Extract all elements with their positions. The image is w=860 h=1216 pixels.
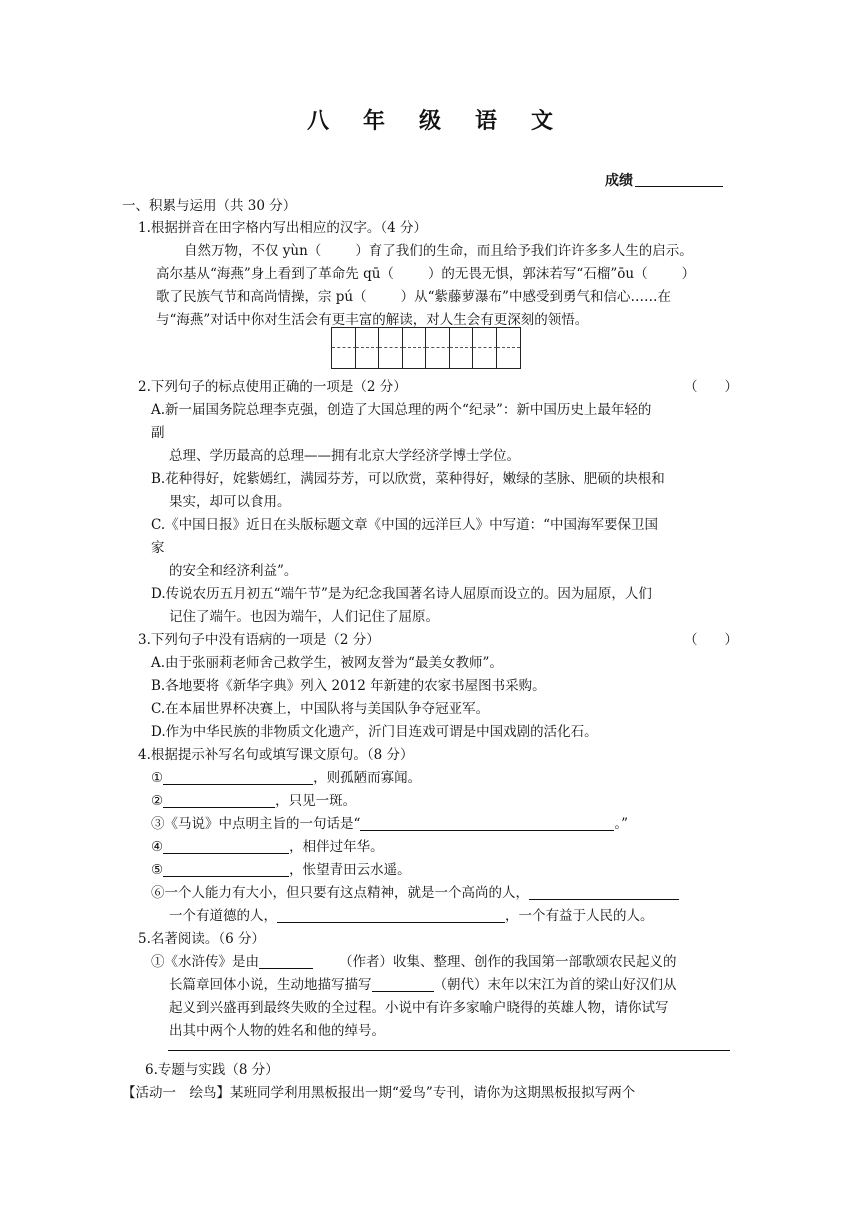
fill-blank[interactable] xyxy=(277,907,505,923)
q6-stem: 6.专题与实践（8 分） xyxy=(145,1062,279,1078)
q3-option-c: C.在本届世界杯决赛上，中国队将与美国队争夺冠亚军。 xyxy=(151,701,490,717)
q2-option-d-1: D.传说农历五月初五“端午节”是为纪念我国著名诗人屈原而设立的。因为屈原，人们 xyxy=(151,586,652,602)
q3-stem: 3.下列句子中没有语病的一项是（2 分） xyxy=(138,632,380,648)
tian-character-grid[interactable] xyxy=(331,327,521,369)
q2-option-c-2: 家 xyxy=(151,540,165,556)
q4-item-6-line-2: 一个有道德的人， ，一个有益于人民的人。 xyxy=(169,908,654,924)
fill-blank[interactable] xyxy=(163,792,275,808)
q2-option-a-2: 副 xyxy=(151,425,165,441)
q2-option-a-3: 总理、学历最高的总理——拥有北京大学经济学博士学位。 xyxy=(169,448,520,464)
q3-option-a: A.由于张丽莉老师舍己救学生，被网友誉为“最美女教师”。 xyxy=(151,655,503,671)
score-blank[interactable] xyxy=(635,172,723,187)
q2-option-b-1: B.花种得好，姹紫嫣红，满园芬芳，可以欣赏，菜种得好，嫩绿的茎脉、肥硕的块根和 xyxy=(151,471,665,487)
q2-stem: 2.下列句子的标点使用正确的一项是（2 分） xyxy=(138,379,407,395)
q5-line-4: 出其中两个人物的姓名和他的绰号。 xyxy=(169,1023,385,1039)
q3-answer-bracket[interactable]: （ ） xyxy=(684,632,738,648)
score-label: 成绩 xyxy=(605,173,633,189)
q4-item-4: ④ ，相伴过年华。 xyxy=(151,839,384,855)
page-title: 八年级语文 xyxy=(306,108,587,134)
q5-line-1: ①《水浒传》是由 （作者）收集、整理、创作的我国第一部歌颂农民起义的 xyxy=(151,954,677,970)
q4-item-2: ② ，只见一斑。 xyxy=(151,793,357,809)
q2-option-a-1: A.新一届国务院总理李克强，创造了大国总理的两个“纪录”：新中国历史上最年轻的 xyxy=(151,402,652,418)
q1-stem: 1.根据拼音在田字格内写出相应的汉字。（4 分） xyxy=(138,220,428,236)
q2-option-b-2: 果实，却可以食用。 xyxy=(169,494,291,510)
q4-stem: 4.根据提示补写名句或填写课文原句。（8 分） xyxy=(138,747,414,763)
q4-item-3: ③《马说》中点明主旨的一句话是“ 。” xyxy=(151,816,629,832)
q2-option-d-2: 记住了端午。也因为端午，人们记住了屈原。 xyxy=(169,609,439,625)
fill-blank[interactable] xyxy=(163,861,289,877)
fill-blank[interactable] xyxy=(163,769,313,785)
q3-option-d: D.作为中华民族的非物质文化遗产，沂门目连戏可谓是中国戏剧的活化石。 xyxy=(151,724,598,740)
q4-item-1: ① ，则孤陋而寡闻。 xyxy=(151,770,422,786)
score-field xyxy=(605,170,723,190)
author-blank[interactable] xyxy=(259,953,313,969)
q5-stem: 5.名著阅读。（6 分） xyxy=(138,931,266,947)
q4-item-5: ⑤ ，怅望青田云水遥。 xyxy=(151,862,411,878)
q4-item-6-line-1: ⑥一个人能力有大小，但只要有这点精神，就是一个高尚的人， xyxy=(151,883,679,903)
q2-option-c-3: 的安全和经济利益”。 xyxy=(169,563,298,579)
q6-activity-1: 【活动一 绘鸟】某班同学利用黑板报出一期“爱鸟”专刊，请你为这期黑板报拟写两个 xyxy=(122,1085,636,1101)
dynasty-blank[interactable] xyxy=(372,976,434,992)
q5-line-3: 起义到兴盛再到最终失败的全过程。小说中有许多家喻户晓得的英雄人物，请你试写 xyxy=(169,1000,669,1016)
q3-option-b: B.各地要将《新华字典》列入 2012 年新建的农家书屋图书采购。 xyxy=(151,678,546,694)
q1-line-4: 与“海燕”对话中你对生活会有更丰富的解读，对人生会有更深刻的领悟。 xyxy=(156,312,589,328)
q2-answer-bracket[interactable]: （ ） xyxy=(684,379,738,395)
fill-blank[interactable] xyxy=(360,815,614,831)
fill-blank[interactable] xyxy=(529,884,679,900)
section-heading: 一、积累与运用（共 30 分） xyxy=(122,198,297,214)
answer-line[interactable] xyxy=(168,1050,730,1051)
q5-line-2: 长篇章回体小说，生动地描写描写 （朝代）末年以宋江为首的梁山好汉们从 xyxy=(169,977,677,993)
q1-line-3: 歌了民族气节和高尚情操，宗 pú（ ）从“紫藤萝瀑布”中感受到勇气和信心……在 xyxy=(156,289,671,305)
q1-line-1: 自然万物，不仅 yùn（ ）育了我们的生命，而且给予我们许许多多人生的启示。 xyxy=(184,243,693,259)
q2-option-c-1: C.《中国日报》近日在头版标题文章《中国的远洋巨人》中写道：“中国海军要保卫国 xyxy=(151,517,659,533)
fill-blank[interactable] xyxy=(163,838,289,854)
q1-line-2: 高尔基从“海燕”身上看到了革命先 qū（ ）的无畏无惧，郭沫若写“石榴”ōu（ ） xyxy=(156,266,696,282)
